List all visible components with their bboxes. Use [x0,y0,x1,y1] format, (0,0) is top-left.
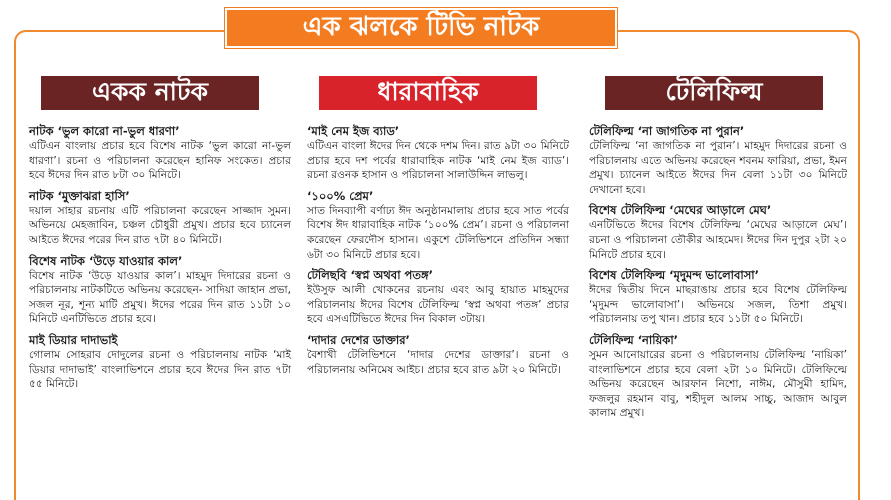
listing-body: সাত দিনব্যাপী বর্ণাঢ্য ঈদ অনুষ্ঠানমালায় প্রচার হবে সাত পর্বের বিশেষ ঈদ ধারাবাহিক নাটক ‘১০০% প্রেম’। রচনা ও পরিচালনা করেছেন ফেরদৌস হাসান। একুশে টেলিভিশনে প্রতিদিন সন্ধ্যা ৬টা ৩০ মিনিটে প্রচার হবে। [307,204,569,261]
listing-body: এনটিভিতে ঈদের বিশেষ টেলিফিল্ম ‘মেঘের আড়ালে মেঘ’। রচনা ও পরিচালনা তৌকীর আহমেদ। ঈদের দিন দুপুর ২টা ২০ মিনিটে প্রচার হবে। [589,219,847,261]
listing-item [29,124,291,183]
listing-title: টেলিফিল্ম ‘নায়িকা’ [589,332,679,347]
listing-title: ‘মাই নেম ইজ ব্যাড’ [307,124,400,138]
listing-body: এটিএন বাংলা ঈদের দিন থেকে দশম দিন। রাত ৯টা ৩০ মিনিটে প্রচার হবে দশ পর্বের ধারাবাহিক নাটক ‘মাই নেম ইজ ব্যাড’। রচনা রওনক হাসান ও পরিচালনা সালাউদ্দিন লাভলু। [307,140,569,182]
listing-item [29,189,291,248]
page-banner-title: এক ঝলকে টিভি নাটক [225,8,617,48]
listing-item [307,189,569,262]
column-serial [307,76,569,383]
listing-body: ঈদের দ্বিতীয় দিনে মাছরাঙায় প্রচার হবে বিশেষ টেলিফিল্ম ‘মৃদুমন্দ ভালোবাসা’। অভিনয়ে সজল, তিশা প্রমুখ। পরিচালনায় তপু খান। প্রচার হবে ১১টা ৫০ মিনিটে। [589,284,847,326]
listing-title: বিশেষ টেলিফিল্ম ‘মেঘের আড়ালে মেঘ’ [589,203,772,218]
listing-title: ‘দাদার দেশের ডাক্তার’ [307,332,410,347]
listing-body: বৈশাখী টেলিভিশনে ‘দাদার দেশের ডাক্তার’। রচনা ও পরিচালনায় অনিমেষ আইচ। প্রচার হবে রাত ৯টা ২০ মিনিটে। [307,348,569,376]
column-header-serial: ধারাবাহিক [319,76,537,110]
listing-body: গোলাম সোহরাব দোদুলের রচনা ও পরিচালনায় নাটক ‘মাই ডিয়ার দাদাভাই’ বাংলাভিশনে প্রচার হবে ঈদের দিন রাত ৭টা ৫৫ মিনিটে। [29,348,291,391]
listing-body: দয়াল সাহার রচনায় এটি পরিচালনা করেছেন সাজ্জাদ সুমন। অভিনয়ে মেহজাবিন, চঞ্চল চৌধুরী প্রমুখ। প্রচার হবে চ্যানেল আইতে ঈদের পরের দিন রাত ৭টা ৪০ মিনিটে। [29,204,291,246]
listing-item [589,203,847,262]
listing-item [589,333,847,421]
column-header-single-drama: একক নাটক [41,76,259,110]
listing-title: বিশেষ টেলিফিল্ম ‘মৃদুমন্দ ভালোবাসা’ [589,268,760,283]
column-single-drama [29,76,291,398]
listing-item [29,333,291,392]
column-header-telefilm: টেলিফিল্ম [605,76,823,110]
listing-body: ইউসুফ আলী খোকনের রচনায় এবং আবু হায়াত মাহমুদের পরিচালনায় ঈদের বিশেষ টেলিফিল্ম ‘স্বপ্ন অথবা পতঙ্গ’ প্রচার হবে এসএটিভিতে ঈদের দিন বিকাল ৩টায়। [307,284,569,326]
listing-title: টেলিফিল্ম ‘না জাগতিক না পুরান’ [589,124,745,138]
listing-body: সুমন আনোয়ারের রচনা ও পরিচালনায় টেলিফিল্ম ‘নায়িকা’ বাংলাভিশনে প্রচার হবে বেলা ২টা ১০ মিনিটে। টেলিফিল্মে অভিনয় করেছেন আরফান নিশো, নাঈম, মৌসুমী হামিদ, ফজলুর রহমান বাবু, শহীদুল আলম সাচ্চু, আজাদ আবুল কালাম প্রমুখ। [589,348,847,420]
listing-title: নাটক ‘ভুল কারো না-ভুল ধারণা’ [29,124,180,138]
listing-item [29,254,291,327]
listing-title: বিশেষ নাটক ‘উড়ে যাওয়ার কাল’ [29,253,183,268]
listing-body: বিশেষ নাটক ‘উড়ে যাওয়ার কাল’। মাহমুদ দিদারের রচনা ও পরিচালনায় নাটকটিতে অভিনয় করেছেন- সাদিয়া জাহান প্রভা, সজল নূর, শূন্য মাটি প্রমুখ। ঈদের পরের দিন রাত ১১টা ১০ মিনিটে এনটিভিতে প্রচার হবে। [29,269,291,326]
listing-body: টেলিফিল্ম ‘না জাগতিক না পুরান’। মাহমুদ দিদারের রচনা ও পরিচালনায় এতে অভিনয় করেছেন শবনম ফারিয়া, প্রভা, ইমন প্রমুখ। চ্যানেল আইতে ঈদের দিন বেলা ১১টা ৩০ মিনিটে দেখানো হবে। [589,140,847,196]
listing-item [589,268,847,327]
listing-title: নাটক ‘মুক্তাঝরা হাসি’ [29,188,130,203]
listing-title: মাই ডিয়ার দাদাভাই [29,332,118,347]
listing-item [307,124,569,183]
listing-title: টেলিছবি ‘স্বপ্ন অথবা পতঙ্গ’ [307,268,433,283]
listing-item [307,333,569,377]
listing-item [307,268,569,327]
column-telefilm [589,76,847,427]
listing-body: এটিএন বাংলায় প্রচার হবে বিশেষ নাটক ‘ভুল কারো না-ভুল ধারণা’। রচনা ও পরিচালনা করেছেন হানিফ সংকেত। প্রচার হবে ঈদের দিন রাত ৮টা ৩০ মিনিটে। [29,140,291,182]
listing-item [589,124,847,197]
listing-title: ‘১০০% প্রেম’ [307,188,374,203]
